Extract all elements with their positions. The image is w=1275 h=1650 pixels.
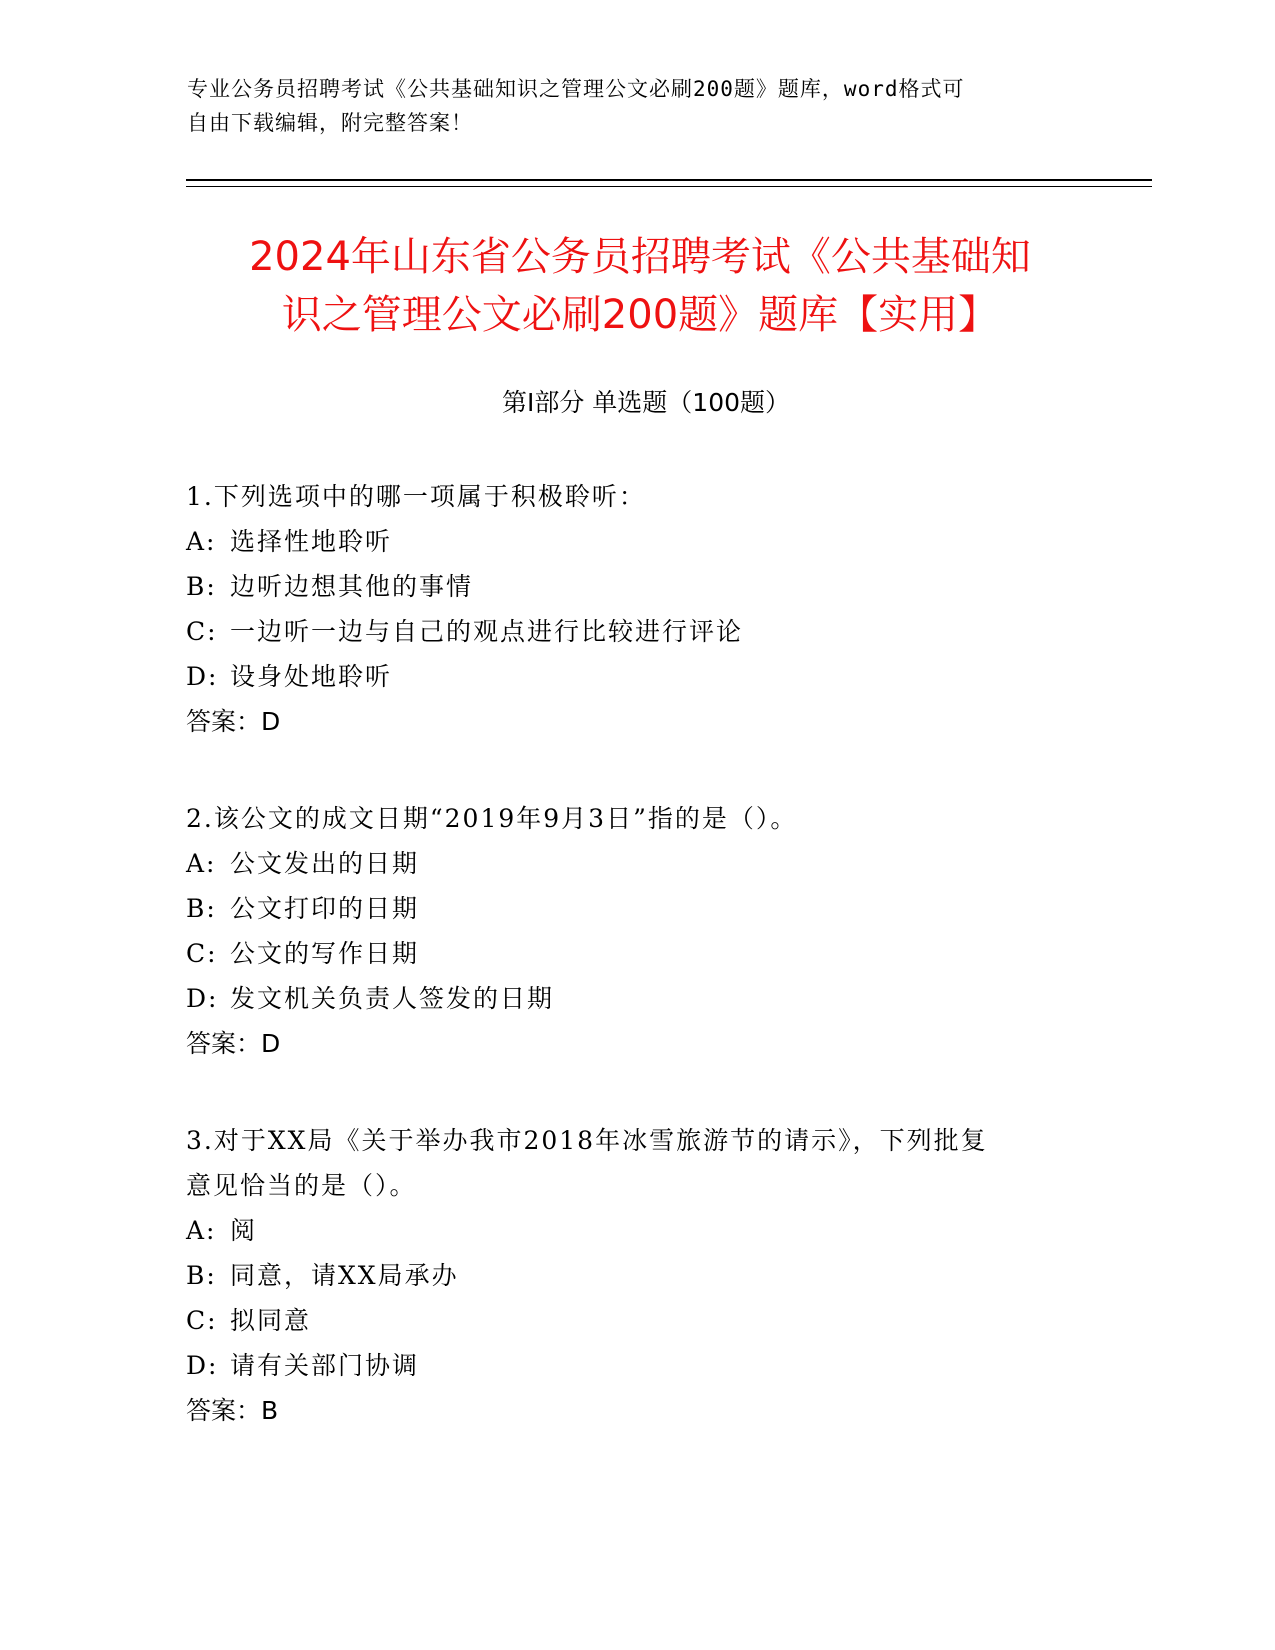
option-c (186, 609, 1066, 654)
option-c (186, 1298, 1066, 1343)
option-key: D: (186, 662, 219, 691)
question-stem: 3.对于XX局《关于举办我市2018年冰雪旅游节的请示》，下列批复 (186, 1126, 988, 1155)
document-title (180, 228, 1100, 344)
question-2 (186, 796, 1066, 1066)
option-text: 发文机关负责人签发的日期 (230, 984, 555, 1013)
question-stem: 1.下列选项中的哪一项属于积极聆听： (186, 482, 646, 511)
question-3 (186, 1118, 1066, 1433)
option-key: A: (186, 527, 217, 556)
option-key: A: (186, 1216, 217, 1245)
option-text: 设身处地聆听 (230, 662, 393, 691)
question-list (186, 474, 1066, 1485)
option-key: C: (186, 1306, 218, 1335)
header-divider-thick (186, 179, 1152, 181)
section-heading: 第I部分 单选题（100题） (501, 388, 791, 417)
document-title-line: 识之管理公文必刷200题》题库【实用】 (281, 292, 999, 338)
header-divider-thin (186, 186, 1152, 187)
option-b (186, 886, 1066, 931)
document-title-line: 2024年山东省公务员招聘考试《公共基础知 (249, 234, 1031, 280)
answer: 答案：D (186, 707, 281, 736)
option-d (186, 654, 1066, 699)
option-key: C: (186, 617, 218, 646)
option-text: 公文打印的日期 (230, 894, 420, 923)
answer: 答案：B (186, 1396, 279, 1425)
option-b (186, 1253, 1066, 1298)
option-text: 选择性地聆听 (230, 527, 393, 556)
option-text: 一边听一边与自己的观点进行比较进行评论 (230, 617, 744, 646)
question-1 (186, 474, 1066, 744)
option-d (186, 976, 1066, 1021)
option-c (186, 931, 1066, 976)
option-a (186, 1208, 1066, 1253)
option-a (186, 841, 1066, 886)
option-key: B: (186, 1261, 217, 1290)
option-d (186, 1343, 1066, 1388)
option-key: D: (186, 984, 219, 1013)
header-note-line: 专业公务员招聘考试《公共基础知识之管理公文必刷200题》题库，word格式可 (187, 77, 965, 101)
option-text: 请有关部门协调 (230, 1351, 420, 1380)
header-note (187, 72, 1087, 140)
option-key: C: (186, 939, 218, 968)
option-key: B: (186, 894, 217, 923)
option-text: 公文发出的日期 (230, 849, 420, 878)
answer: 答案：D (186, 1029, 281, 1058)
option-text: 阅 (230, 1216, 258, 1245)
option-text: 同意，请XX局承办 (230, 1261, 459, 1290)
question-stem: 2.该公文的成文日期“2019年9月3日”指的是（）。 (186, 804, 798, 833)
option-key: B: (186, 572, 217, 601)
option-text: 边听边想其他的事情 (230, 572, 474, 601)
option-a (186, 519, 1066, 564)
option-text: 公文的写作日期 (230, 939, 420, 968)
header-note-line: 自由下载编辑，附完整答案！ (187, 111, 473, 135)
option-b (186, 564, 1066, 609)
option-key: A: (186, 849, 217, 878)
question-stem: 意见恰当的是（）。 (186, 1171, 417, 1200)
option-key: D: (186, 1351, 219, 1380)
option-text: 拟同意 (230, 1306, 312, 1335)
